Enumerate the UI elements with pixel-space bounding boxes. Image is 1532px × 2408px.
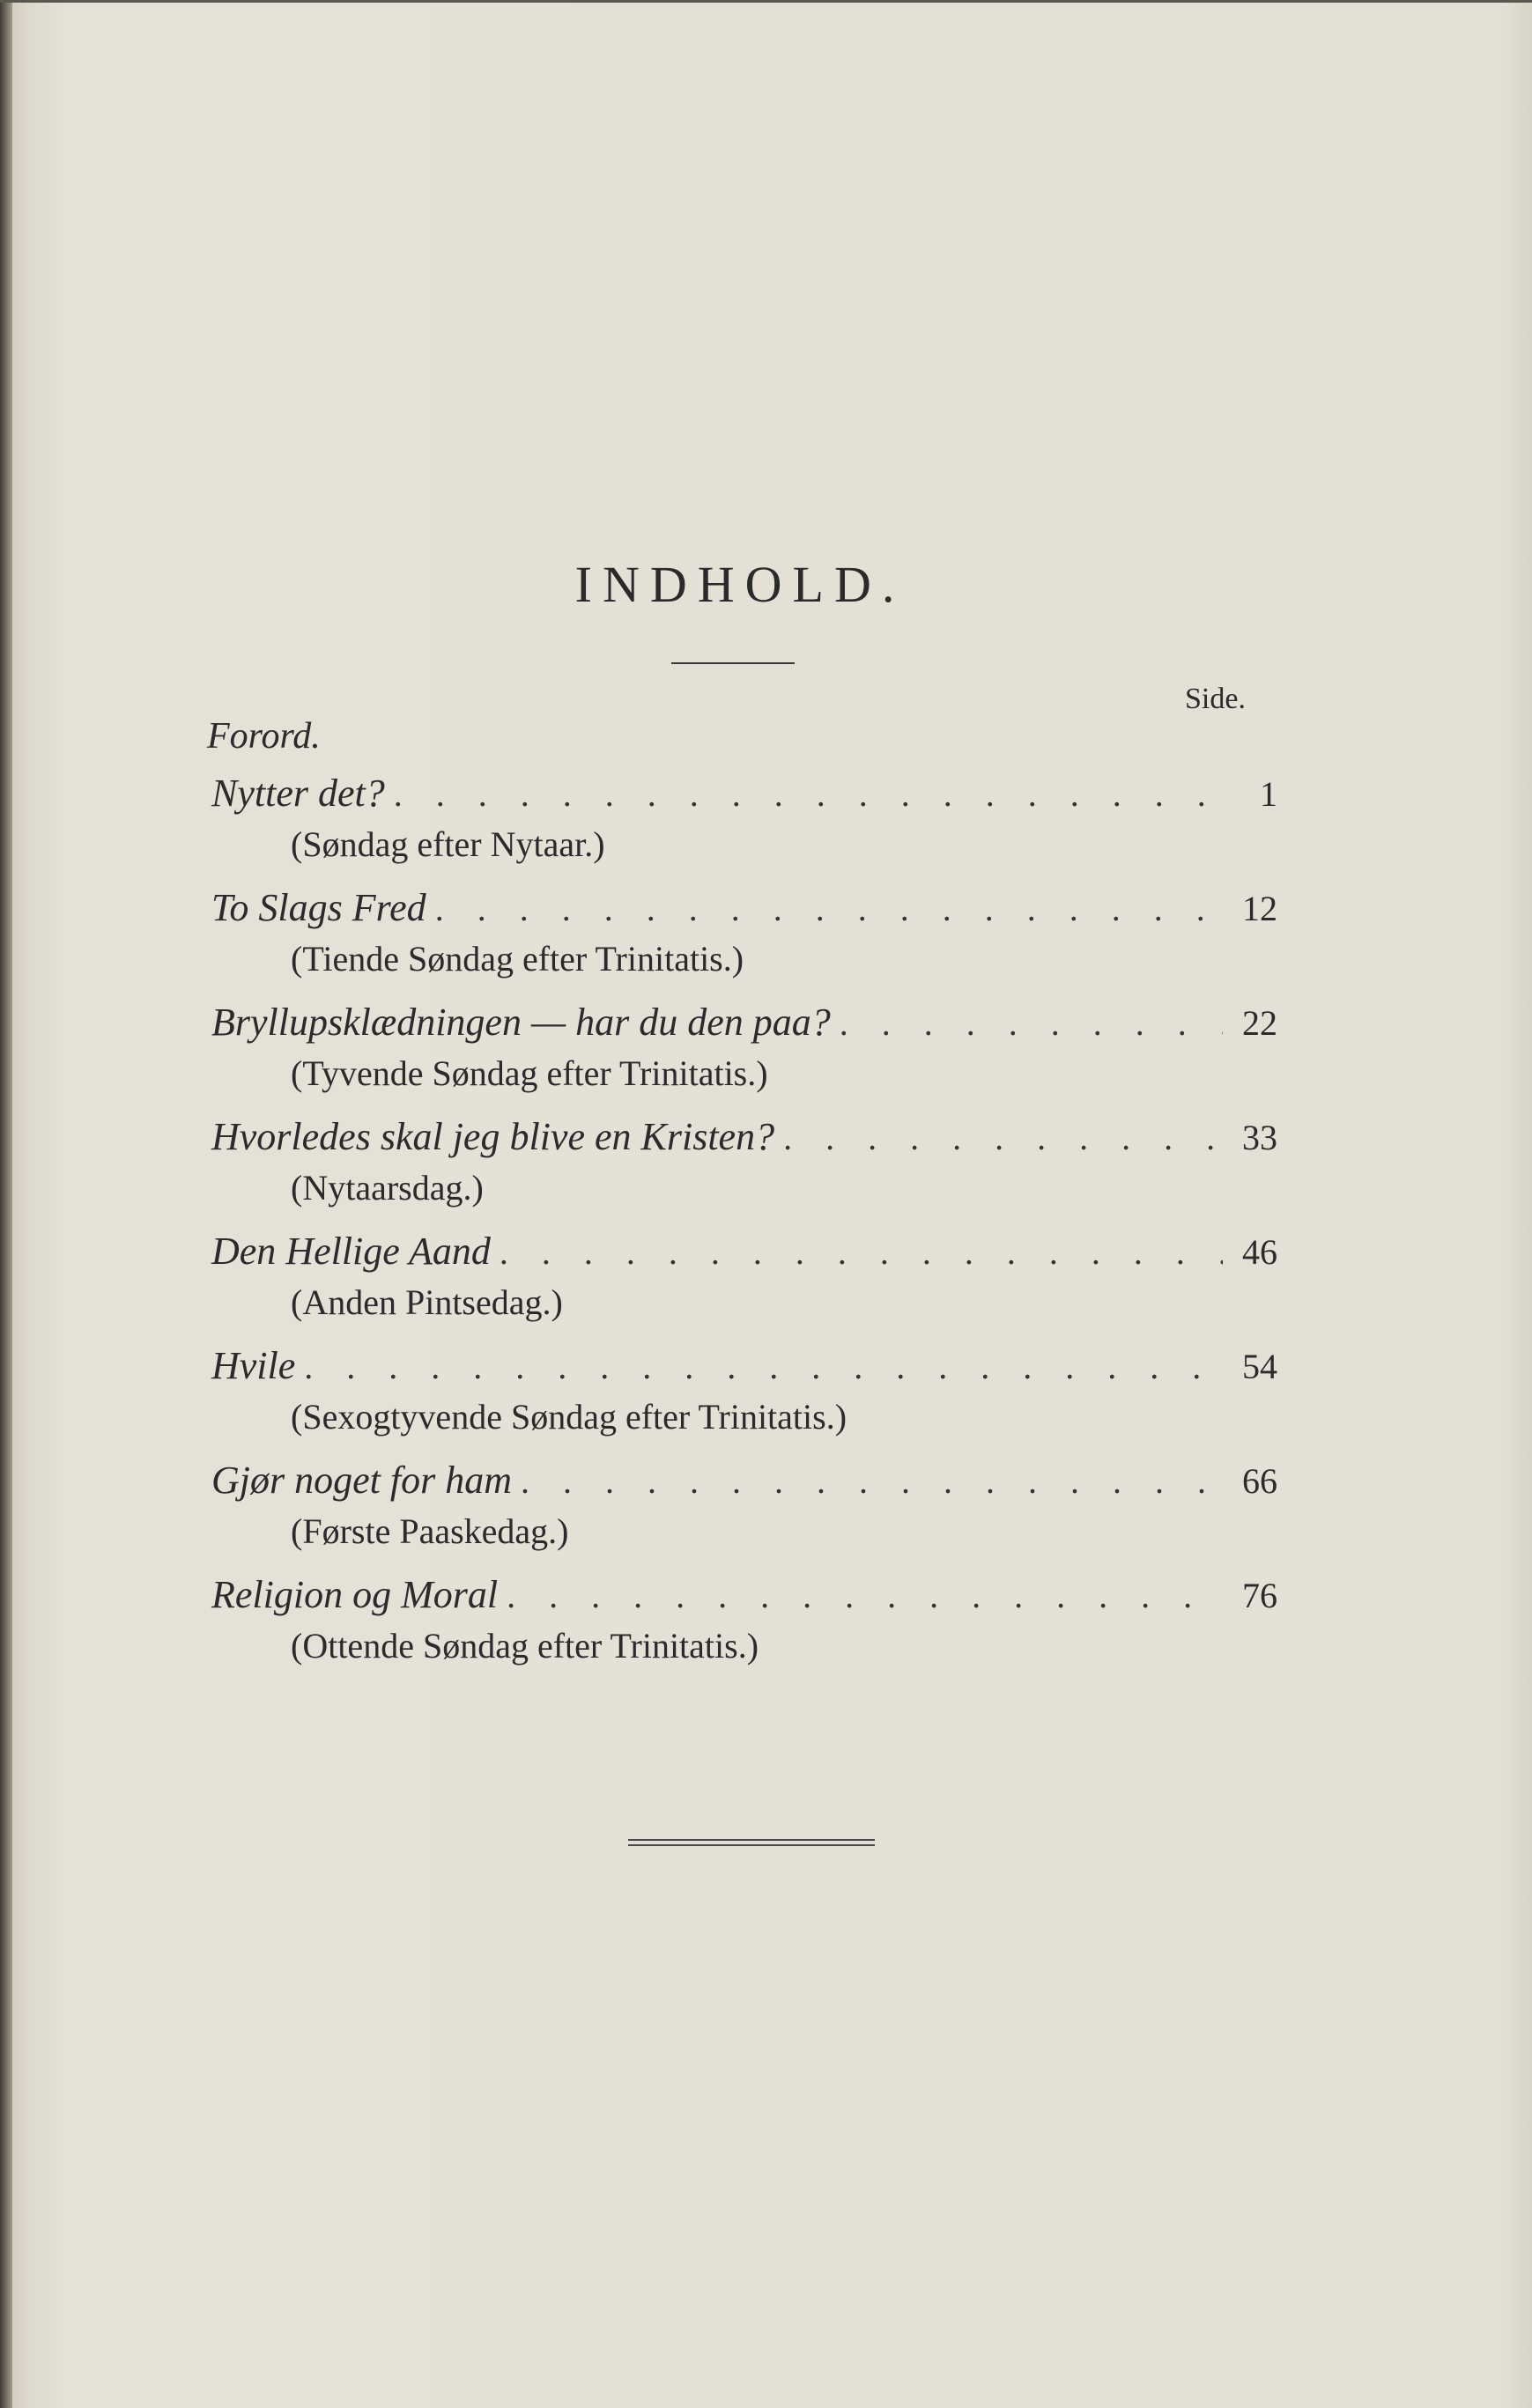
entry-page-number: 12 <box>1242 889 1277 928</box>
toc-entry <box>211 1572 1277 1687</box>
page-top-edge <box>0 0 1532 3</box>
dot-leader <box>507 1575 1223 1616</box>
dot-leader <box>840 1002 1223 1044</box>
entry-title: Den Hellige Aand <box>211 1230 491 1273</box>
entry-subtitle: (Tiende Søndag efter Trinitatis.) <box>291 939 744 979</box>
entry-subtitle: (Nytaarsdag.) <box>291 1168 484 1208</box>
entry-page-number: 66 <box>1242 1461 1277 1501</box>
entry-page-number: 46 <box>1242 1232 1277 1272</box>
page-title: INDHOLD. <box>574 556 906 613</box>
toc-entry <box>211 1458 1277 1572</box>
entry-page-number: 33 <box>1242 1118 1277 1157</box>
entry-title: Hvorledes skal jeg blive en Kristen? <box>211 1115 775 1158</box>
entry-subtitle: (Sexogtyvende Søndag efter Trinitatis.) <box>291 1397 847 1437</box>
entry-title: To Slags Fred <box>211 886 426 929</box>
toc-entry <box>211 1229 1277 1343</box>
dot-leader <box>783 1117 1223 1158</box>
entry-page-number: 22 <box>1242 1003 1277 1043</box>
dot-leader <box>435 888 1223 929</box>
dot-leader <box>500 1231 1223 1273</box>
entry-page-number: 1 <box>1260 774 1277 814</box>
entry-title: Hvile <box>211 1344 296 1387</box>
entry-subtitle: (Ottende Søndag efter Trinitatis.) <box>291 1626 759 1666</box>
entry-title: Religion og Moral <box>211 1573 499 1616</box>
end-double-rule <box>628 1839 875 1846</box>
dot-leader <box>394 773 1223 815</box>
dot-leader <box>304 1346 1223 1387</box>
preface-heading: Forord. <box>207 716 321 757</box>
book-gutter <box>0 0 12 2408</box>
entry-title: Bryllupsklædningen — har du den paa? <box>211 1001 831 1044</box>
entry-subtitle: (Anden Pintsedag.) <box>291 1282 563 1322</box>
toc-entry <box>211 1343 1277 1458</box>
entry-page-number: 76 <box>1242 1576 1277 1615</box>
toc-entry <box>211 1114 1277 1229</box>
toc-entry <box>211 1000 1277 1114</box>
title-divider <box>671 662 795 664</box>
entry-page-number: 54 <box>1242 1347 1277 1386</box>
entry-title: Gjør noget for ham <box>211 1459 512 1502</box>
toc-entry <box>211 771 1277 885</box>
entry-subtitle: (Tyvende Søndag efter Trinitatis.) <box>291 1053 768 1093</box>
page-column-label: Side. <box>1185 683 1246 715</box>
dot-leader <box>521 1460 1223 1502</box>
toc-entry <box>211 885 1277 1000</box>
entry-subtitle: (Første Paaskedag.) <box>291 1511 569 1551</box>
entry-subtitle: (Søndag efter Nytaar.) <box>291 824 605 864</box>
entry-title: Nytter det? <box>211 772 385 815</box>
